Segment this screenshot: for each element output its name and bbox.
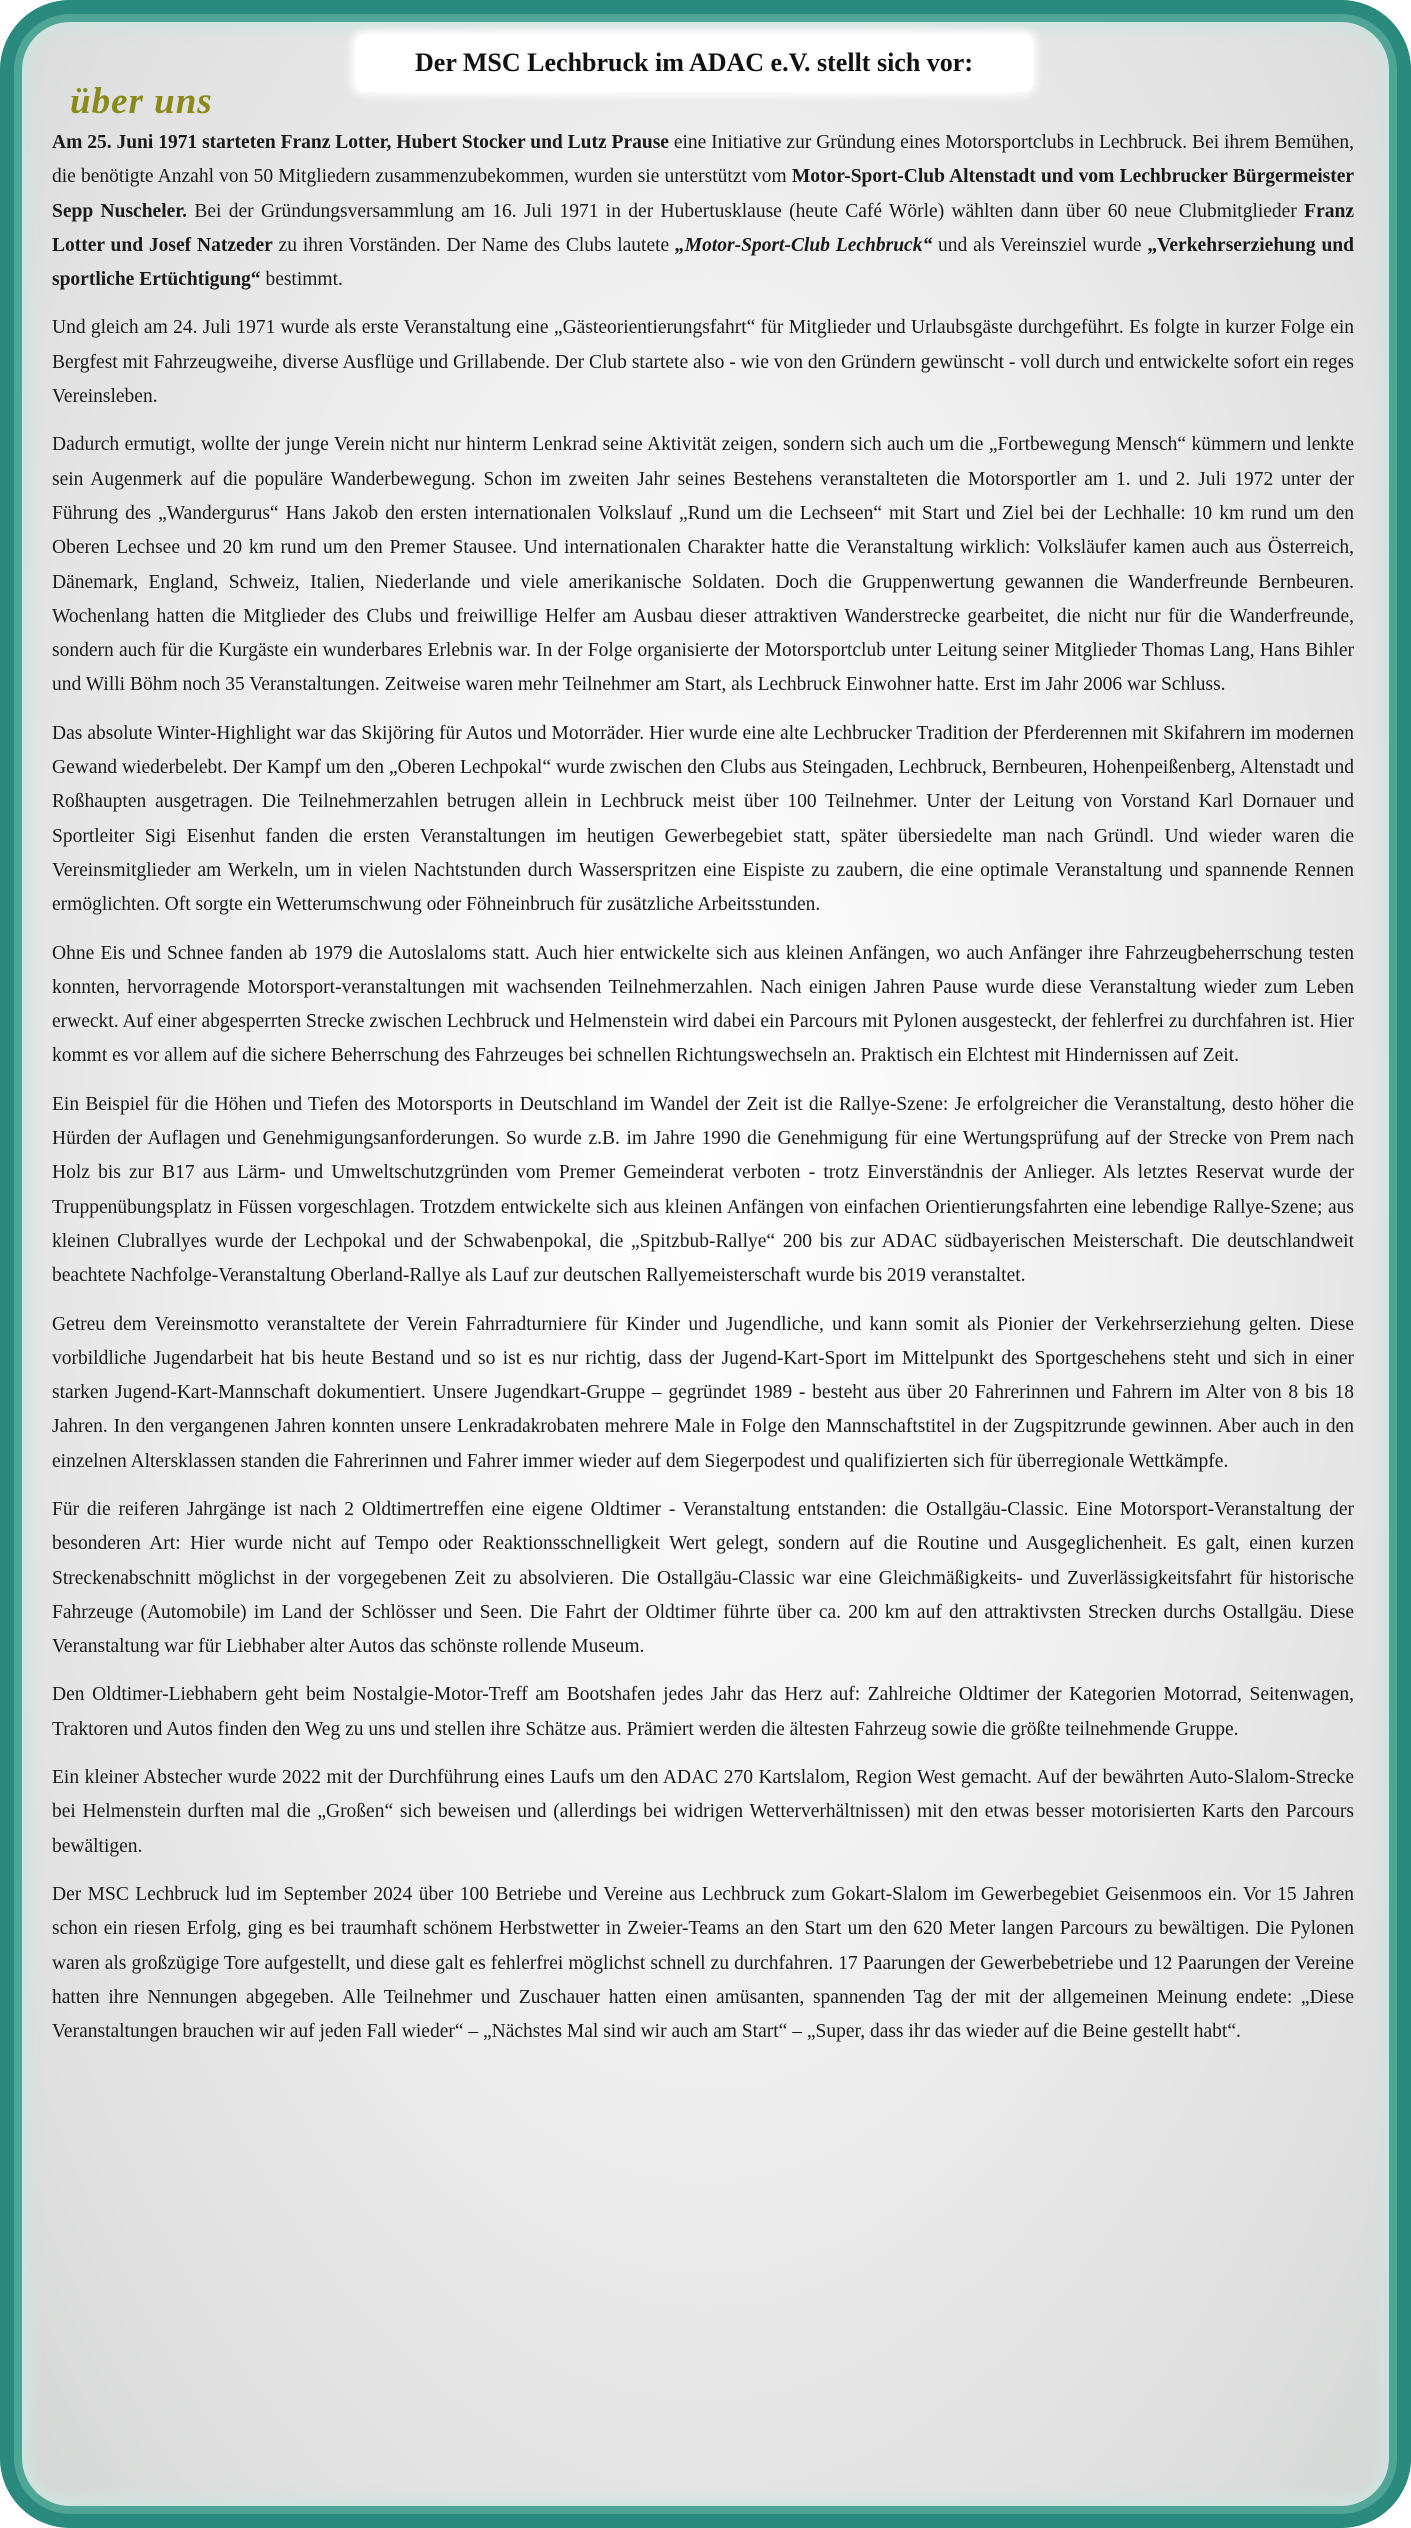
section-heading: über uns — [70, 81, 213, 122]
board-names-text: Franz Lotter und Josef Natzeder — [52, 200, 1354, 256]
title-banner — [355, 34, 1033, 92]
club-name-text: „Motor-Sport-Club Lechbruck“ — [675, 234, 933, 256]
paragraph-jugendkart: Getreu dem Vereinsmotto veranstaltete der Verein Fahrradturniere für Kinder und Jugendliche, und kann somit als Pionier der Verkehrserziehung gelten. Diese vorbildliche Jugendarbeit hat bis heute Bestand und so ist es nur richtig, dass der Jugend-Kart-Sport im Mittelpunkt des Sportgeschehens steht und sich in einer starken Jugend-Kart-Mannschaft dokumentiert. Unsere Jugendkart-Gruppe – gegründet 1989 - besteht aus über 20 Fahrerinnen und Fahrern im Alter von 8 bis 18 Jahren. In den vergangenen Jahren konnten unsere Lenkradakrobaten mehrere Male in Folge den Mannschaftstitel in der Zugspitzrunde gewinnen. Aber auch in den einzelnen Altersklassen standen die Fahrerinnen und Fahrer immer wieder auf dem Siegerpodest und qualifizierten sich für überregionale Wettkämpfe. — [52, 1313, 1354, 1472]
paragraph-kartslalom: Ein kleiner Abstecher wurde 2022 mit der Durchführung eines Laufs um den ADAC 270 Kartslalom, Region West gemacht. Auf der bewährten Auto-Slalom-Strecke bei Helmenstein durften mal die „Großen“ sich beweisen und (allerdings bei widrigen Wetterverhältnissen) mit den etwas besser motorisierten Karts den Parcours bewältigen. — [52, 1767, 1354, 1857]
founders-text: Am 25. Juni 1971 starteten Franz Lotter, Hubert Stocker und Lutz Prause — [52, 132, 669, 153]
page-title: Der MSC Lechbruck im ADAC e.V. stellt sich vor: — [415, 48, 973, 77]
paragraph-autoslalom: Ohne Eis und Schnee fanden ab 1979 die Autoslaloms statt. Auch hier entwickelte sich aus kleinen Anfängen, wo auch Anfänger ihre Fahrzeugbeherrschung testen konnten, hervorragende Motorsport-veranstaltungen mit wachsenden Teilnehmerzahlen. Nach einigen Jahren Pause wurde diese Veranstaltung wieder zum Leben erweckt. Auf einer abgesperrten Strecke zwischen Lechbruck und Helmenstein wird dabei ein Parcours mit Pylonen ausgesteckt, der fehlerfrei zu durchfahren ist. Hier kommt es vor allem auf die sichere Beherrschung des Fahrzeuges bei schnellen Richtungswechseln an. Praktisch ein Elchtest mit Hindernissen auf Zeit. — [52, 942, 1354, 1067]
paragraph-skijoering: Das absolute Winter-Highlight war das Skijöring für Autos und Motorräder. Hier wurde eine alte Lechbrucker Tradition der Pferderennen mit Skifahrern im modernen Gewand wiederbelebt. Der Kampf um den „Oberen Lechpokal“ wurde zwischen den Clubs aus Steingaden, Lechbruck, Bernbeuren, Hohenpeißenberg, Altenstadt und Roßhaupten ausgetragen. Die Teilnehmerzahlen betrugen allein in Lechbruck meist über 100 Teilnehmer. Unter der Leitung von Vorstand Karl Dornauer und Sportleiter Sigi Eisenhut fanden die ersten Veranstaltungen im heutigen Gewerbegebiet statt, später übersiedelte man nach Gründl. Und wieder waren die Vereinsmitglieder am Werkeln, um in vielen Nachtstunden durch Wasserspritzen eine Eispiste zu zaubern, die eine optimale Veranstaltung und spannende Rennen ermöglichten. Oft sorgte ein Wetterumschwung oder Föhneinbruch für zusätzliche Arbeitsstunden. — [52, 722, 1354, 916]
paragraph-ostallgaeu-classic: Für die reiferen Jahrgänge ist nach 2 Oldtimertreffen eine eigene Oldtimer - Veranstaltung entstanden: die Ostallgäu-Classic. Eine Motorsport-Veranstaltung der besonderen Art: Hier wurde nicht auf Tempo oder Reaktionsschnelligkeit Wert gelegt, sondern auf die Routine und Ausgeglichenheit. Es galt, einen kurzen Streckenabschnitt möglichst in der vorgegebenen Zeit zu absolvieren. Die Ostallgäu-Classic war eine Gleichmäßigkeits- und Zuverlässigkeitsfahrt für historische Fahrzeuge (Automobile) im Land der Schlösser und Seen. Die Fahrt der Oldtimer führte über ca. 200 km auf den attraktivsten Strecken durchs Ostallgäu. Diese Veranstaltung war für Liebhaber alter Autos das schönste rollende Museum. — [52, 1498, 1354, 1658]
article-body — [52, 126, 1354, 2063]
paragraph-founding: Am 25. Juni 1971 starteten Franz Lotter, Hubert Stocker und Lutz Prause eine Initiative zur Gründung eines Motorsportclubs in Lechbruck. Bei ihrem Bemühen, die benötigte Anzahl von 50 Mitgliedern zusammenzubekommen, wurden sie unterstützt vom Motor-Sport-Club Altenstadt und vom Lechbrucker Bürgermeister Sepp Nuscheler. Bei der Gründungsversammlung am 16. Juli 1971 in der Hubertusklause (heute Café Wörle) wählten dann über 60 neue Clubmitglieder Franz Lotter und Josef Natzeder zu ihren Vorständen. Der Name des Clubs lautete „Motor-Sport-Club Lechbruck“ und als Vereinsziel wurde „Verkehrserziehung und sportliche Ertüchtigung“ bestimmt. — [52, 132, 1355, 291]
paragraph-rallye: Ein Beispiel für die Höhen und Tiefen des Motorsports in Deutschland im Wandel der Zeit ist die Rallye-Szene: Je erfolgreicher die Veranstaltung, desto höher die Hürden der Auflagen und Genehmigungsanforderungen. So wurde z.B. im Jahre 1990 die Genehmigung für eine Wertungsprüfung auf der Strecke von Prem nach Holz bis zur B17 aus Lärm- und Umweltschutzgründen vom Premer Gemeinderat verboten - trotz Einverständnis der Anlieger. Als letztes Reservat wurde der Truppenübungsplatz in Füssen vorgeschlagen. Trotzdem entwickelte sich aus kleinen Anfängen von einfachen Orientierungsfahrten eine lebendige Rallye-Szene; aus kleinen Clubrallyes wurde der Lechpokal und der Schwabenpokal, die „Spitzbub-Rallye“ 200 bis zur ADAC südbayerischen Meisterschaft. Die deutschlandweit beachtete Nachfolge-Veranstaltung Oberland-Rallye als Lauf zur deutschen Rallyemeisterschaft wurde bis 2019 veranstaltet. — [52, 1093, 1354, 1287]
paragraph-volkslauf: Dadurch ermutigt, wollte der junge Verein nicht nur hinterm Lenkrad seine Aktivität zeigen, sondern sich auch um die „Fortbewegung Mensch“ kümmern und lenkte sein Augenmerk auf die populäre Wanderbewegung. Schon im zweiten Jahr seines Bestehens veranstalteten die Motorsportler am 1. und 2. Juli 1972 unter der Führung des „Wandergurus“ Hans Jakob den ersten internationalen Volkslauf „Rund um die Lechseen“ mit Start und Ziel bei der Lechhalle: 10 km rund um den Oberen Lechsee und 20 km rund um den Premer Stausee. Und internationalen Charakter hatte die Veranstaltung wirklich: Volksläufer kamen auch aus Österreich, Dänemark, England, Schweiz, Italien, Niederlande und viele amerikanische Soldaten. Doch die Gruppenwertung gewannen die Wanderfreunde Bernbeuren. Wochenlang hatten die Mitglieder des Clubs und freiwillige Helfer am Ausbau dieser attraktiven Wanderstrecke gearbeitet, die nicht nur für die Wanderfreunde, sondern auch für die Kurgäste ein wunderbares Erlebnis war. In der Folge organisierte der Motorsportclub unter Leitung seiner Mitglieder Thomas Lang, Hans Bihler und Willi Böhm noch 35 Veranstaltungen. Zeitweise waren mehr Teilnehmer am Start, als Lechbruck Einwohner hatte. Erst im Jahr 2006 war Schluss. — [52, 434, 1354, 696]
paragraph-nostalgie-treff: Den Oldtimer-Liebhabern geht beim Nostalgie-Motor-Treff am Bootshafen jedes Jahr das Herz auf: Zahlreiche Oldtimer der Kategorien Motorrad, Seitenwagen, Traktoren und Autos finden den Weg zu uns und stellen ihre Schätze aus. Prämiert werden die ältesten Fahrzeug sowie die größte teilnehmende Gruppe. — [52, 1684, 1354, 1740]
paragraph-first-event: Und gleich am 24. Juli 1971 wurde als erste Veranstaltung eine „Gästeorientierungsfahrt“ für Mitglieder und Urlaubsgäste durchgeführt. Es folgte in kurzer Folge ein Bergfest mit Fahrzeugweihe, diverse Ausflüge und Grillabende. Der Club startete also - wie von den Gründern gewünscht - voll durch und entwickelte sofort ein reges Vereinsleben. — [52, 317, 1354, 408]
paragraph-gokart-slalom: Der MSC Lechbruck lud im September 2024 über 100 Betriebe und Vereine aus Lechbruck zum Gokart-Slalom im Gewerbegebiet Geisenmoos ein. Vor 15 Jahren schon ein riesen Erfolg, ging es bei traumhaft schönem Herbstwetter in Zweier-Teams an den Start um den 620 Meter langen Parcours zu bewältigen. Die Pylonen waren als großzügige Tore aufgestellt, und diese galt es fehlerfrei möglichst schnell zu durchfahren. 17 Paarungen der Gewerbebetriebe und 12 Paarungen der Vereine hatten ihre Nennungen abgegeben. Alle Teilnehmer und Zuschauer hatten einen amüsanten, spannenden Tag der mit der allgemeinen Meinung endete: „Diese Veranstaltungen brauchen wir auf jeden Fall wieder“ – „Nächstes Mal sind wir auch am Start“ – „Super, dass ihr das wieder auf die Beine gestellt habt“. — [52, 1883, 1354, 2043]
club-goal-text: „Verkehrserziehung und sportliche Ertüchtigung“ — [52, 234, 1355, 291]
supporters-text: Motor-Sport-Club Altenstadt und vom Lechbrucker Bürgermeister Sepp Nuscheler. — [52, 166, 1355, 222]
